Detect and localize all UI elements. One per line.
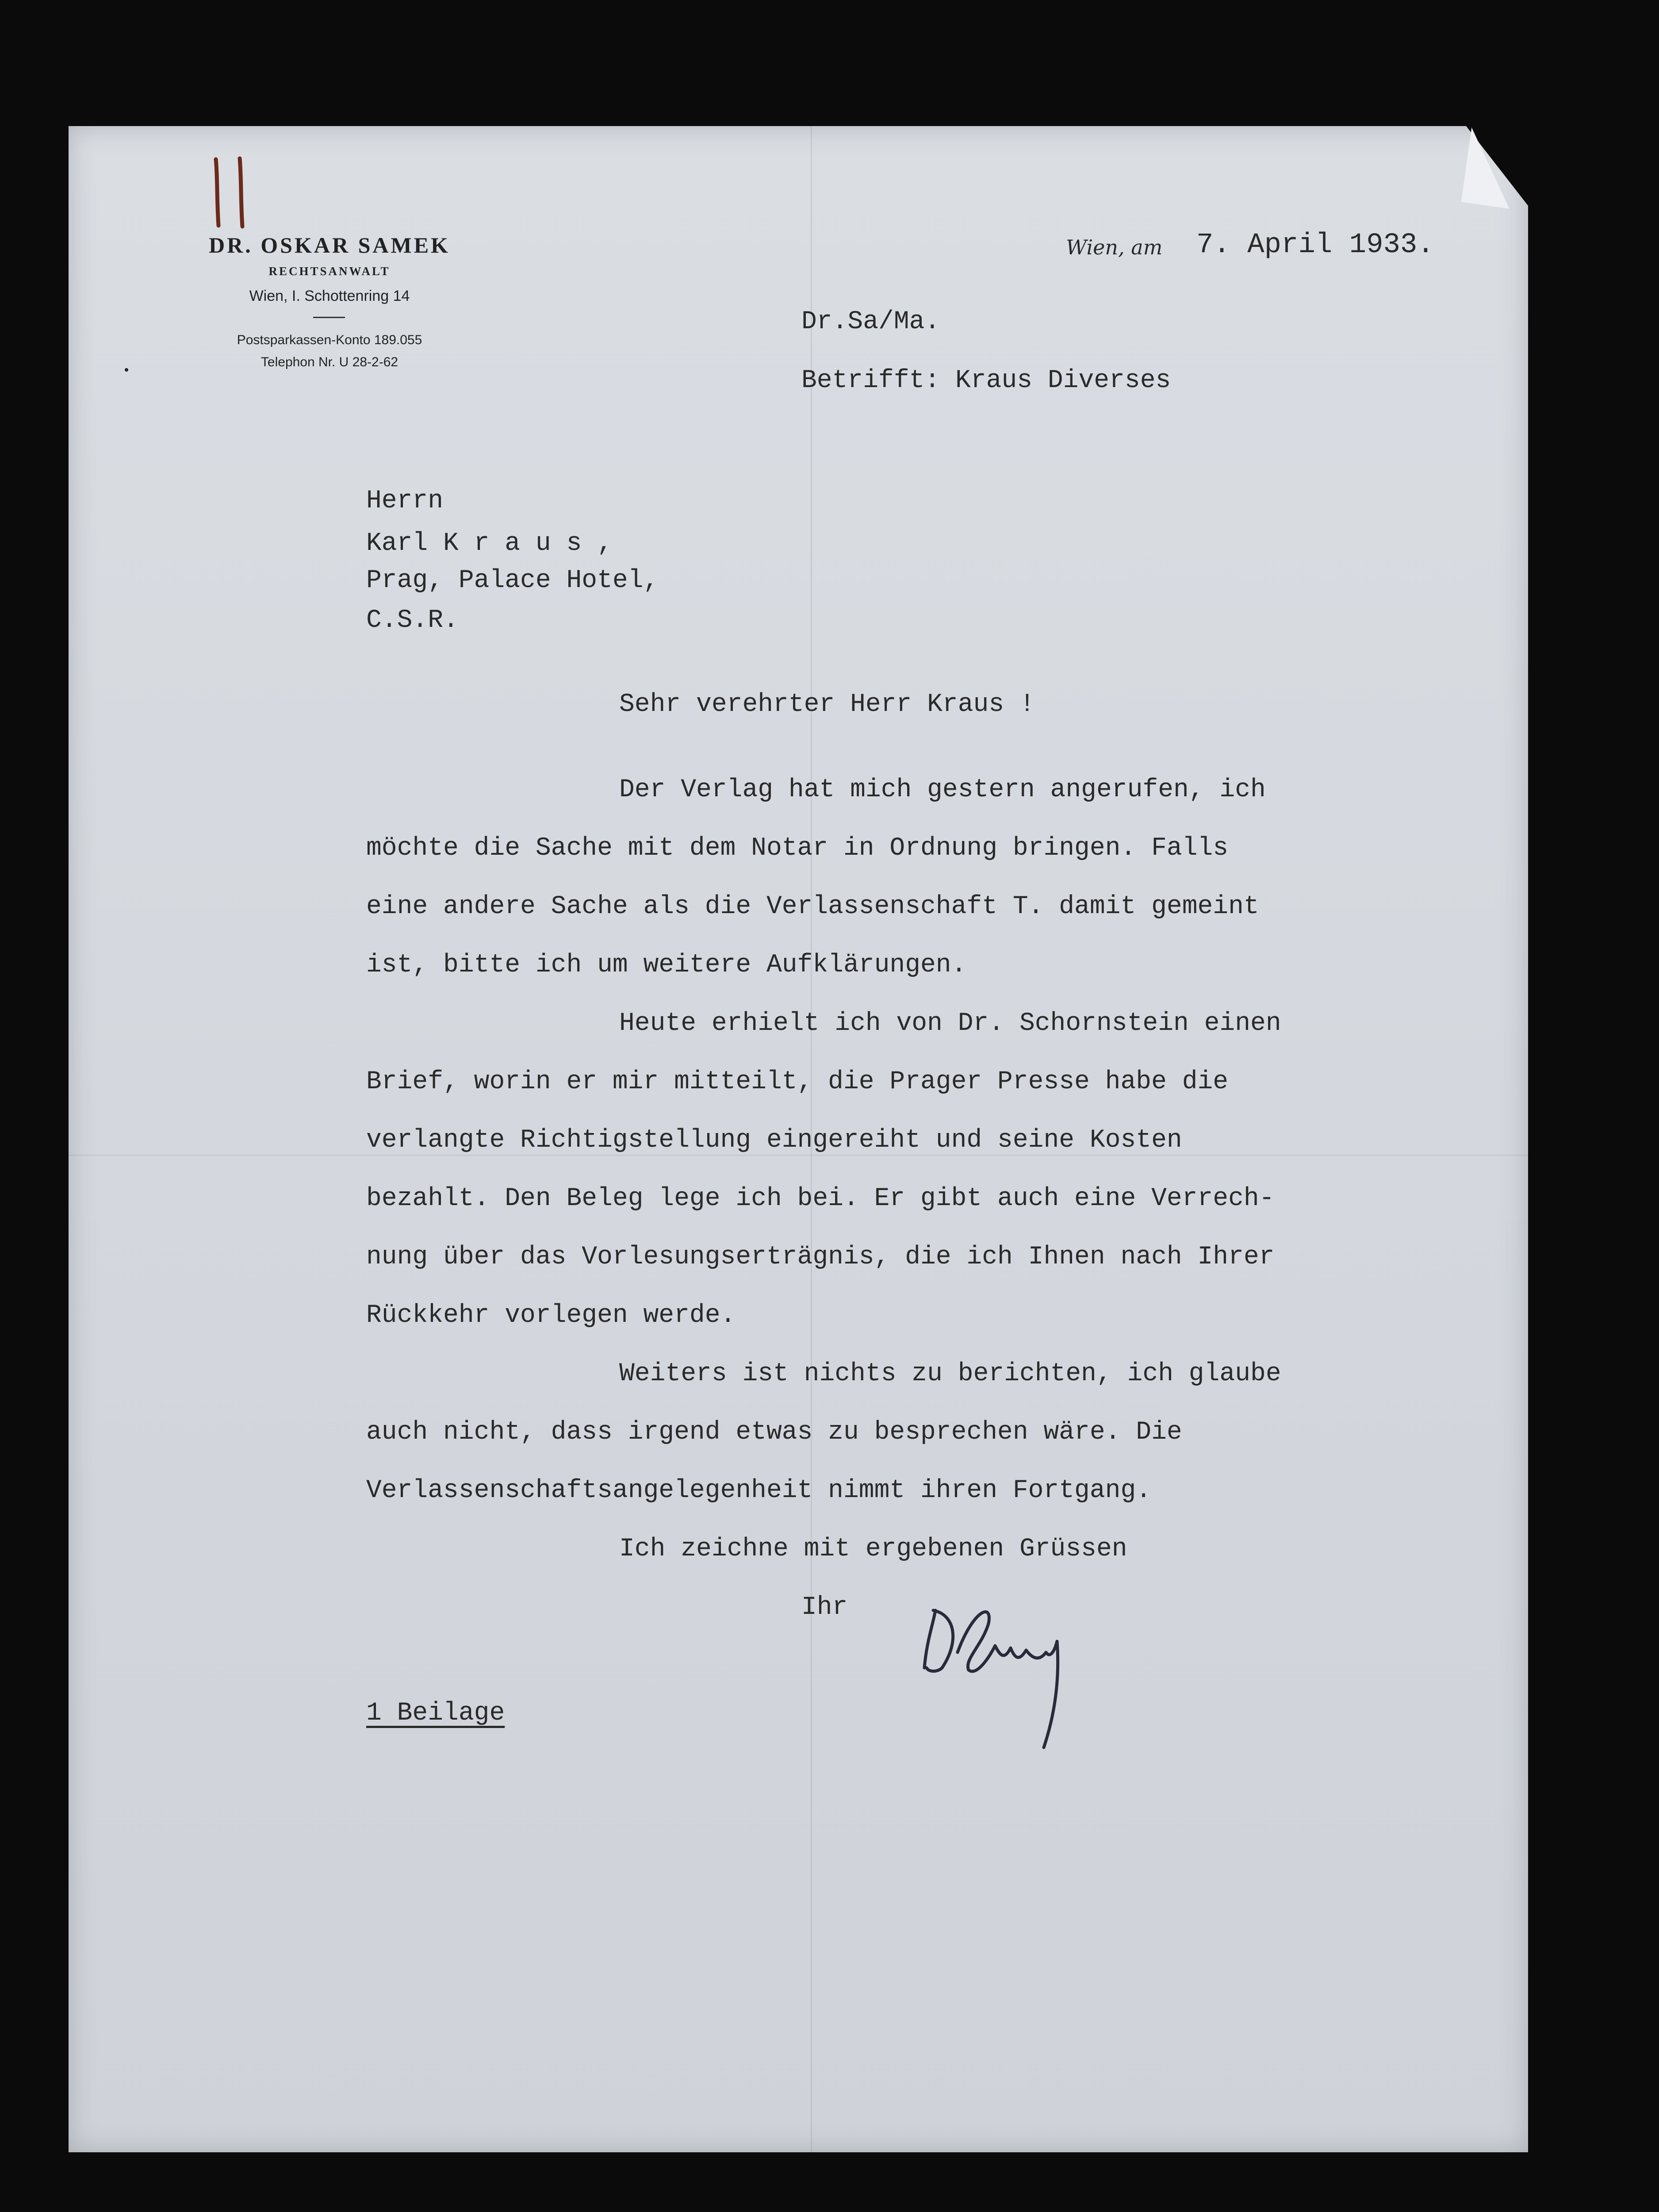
- reference-code: Dr.Sa/Ma.: [801, 307, 940, 336]
- body-line: Der Verlag hat mich gestern angerufen, ich: [619, 776, 1266, 804]
- letterhead-title: RECHTSANWALT: [268, 265, 391, 278]
- letterhead-name: DR. OSKAR SAMEK: [209, 233, 450, 257]
- letterhead-postal-account: Postsparkassen-Konto 189.055: [237, 333, 422, 347]
- recipient-line: Herrn: [366, 487, 444, 515]
- recipient-line: Prag, Palace Hotel,: [366, 566, 659, 595]
- letterhead-divider: [313, 317, 345, 318]
- letterhead-address: Wien, I. Schottenring 14: [249, 288, 410, 304]
- folded-corner: [1461, 127, 1520, 209]
- body-line: nung über das Vorlesungserträgnis, die ich Ihnen nach Ihrer: [366, 1243, 1275, 1271]
- body-line: Rückkehr vorlegen werde.: [366, 1301, 736, 1330]
- body-line: verlangte Richtigstellung eingereiht und seine Kosten: [366, 1126, 1182, 1155]
- body-line: Weiters ist nichts zu berichten, ich glaube: [619, 1359, 1281, 1388]
- letterhead-telephone: Telephon Nr. U 28-2-62: [261, 355, 398, 369]
- body-line: auch nicht, dass irgend etwas zu besprechen wäre. Die: [366, 1418, 1182, 1447]
- enclosure-note: 1 Beilage: [366, 1699, 505, 1728]
- body-line: Heute erhielt ich von Dr. Schornstein einen: [619, 1009, 1281, 1038]
- body-line: Verlassenschaftsangelegenheit nimmt ihren Fortgang.: [366, 1476, 1152, 1505]
- ink-dot: [125, 368, 128, 372]
- pencil-mark: [203, 155, 257, 230]
- closing-line: Ich zeichne mit ergebenen Grüssen: [619, 1535, 1127, 1563]
- recipient-line: C.S.R.: [366, 606, 459, 635]
- subject-line: Betrifft: Kraus Diverses: [801, 366, 1171, 395]
- body-line: eine andere Sache als die Verlassenschaft T. damit gemeint: [366, 892, 1259, 921]
- body-line: bezahlt. Den Beleg lege ich bei. Er gibt auch eine Verrech-: [366, 1184, 1275, 1213]
- handwritten-signature: [916, 1575, 1084, 1752]
- recipient-line: Karl K r a u s ,: [366, 529, 613, 558]
- body-line: möchte die Sache mit dem Notar in Ordnung bringen. Falls: [366, 834, 1229, 863]
- closing-ihr: Ihr: [801, 1593, 848, 1622]
- body-line: Brief, worin er mir mitteilt, die Prager Presse habe die: [366, 1068, 1229, 1096]
- salutation: Sehr verehrter Herr Kraus !: [619, 690, 1035, 719]
- letter-date: 7. April 1933.: [1196, 229, 1434, 261]
- date-place: Wien, am: [1066, 235, 1163, 259]
- body-line: ist, bitte ich um weitere Aufklärungen.: [366, 951, 967, 979]
